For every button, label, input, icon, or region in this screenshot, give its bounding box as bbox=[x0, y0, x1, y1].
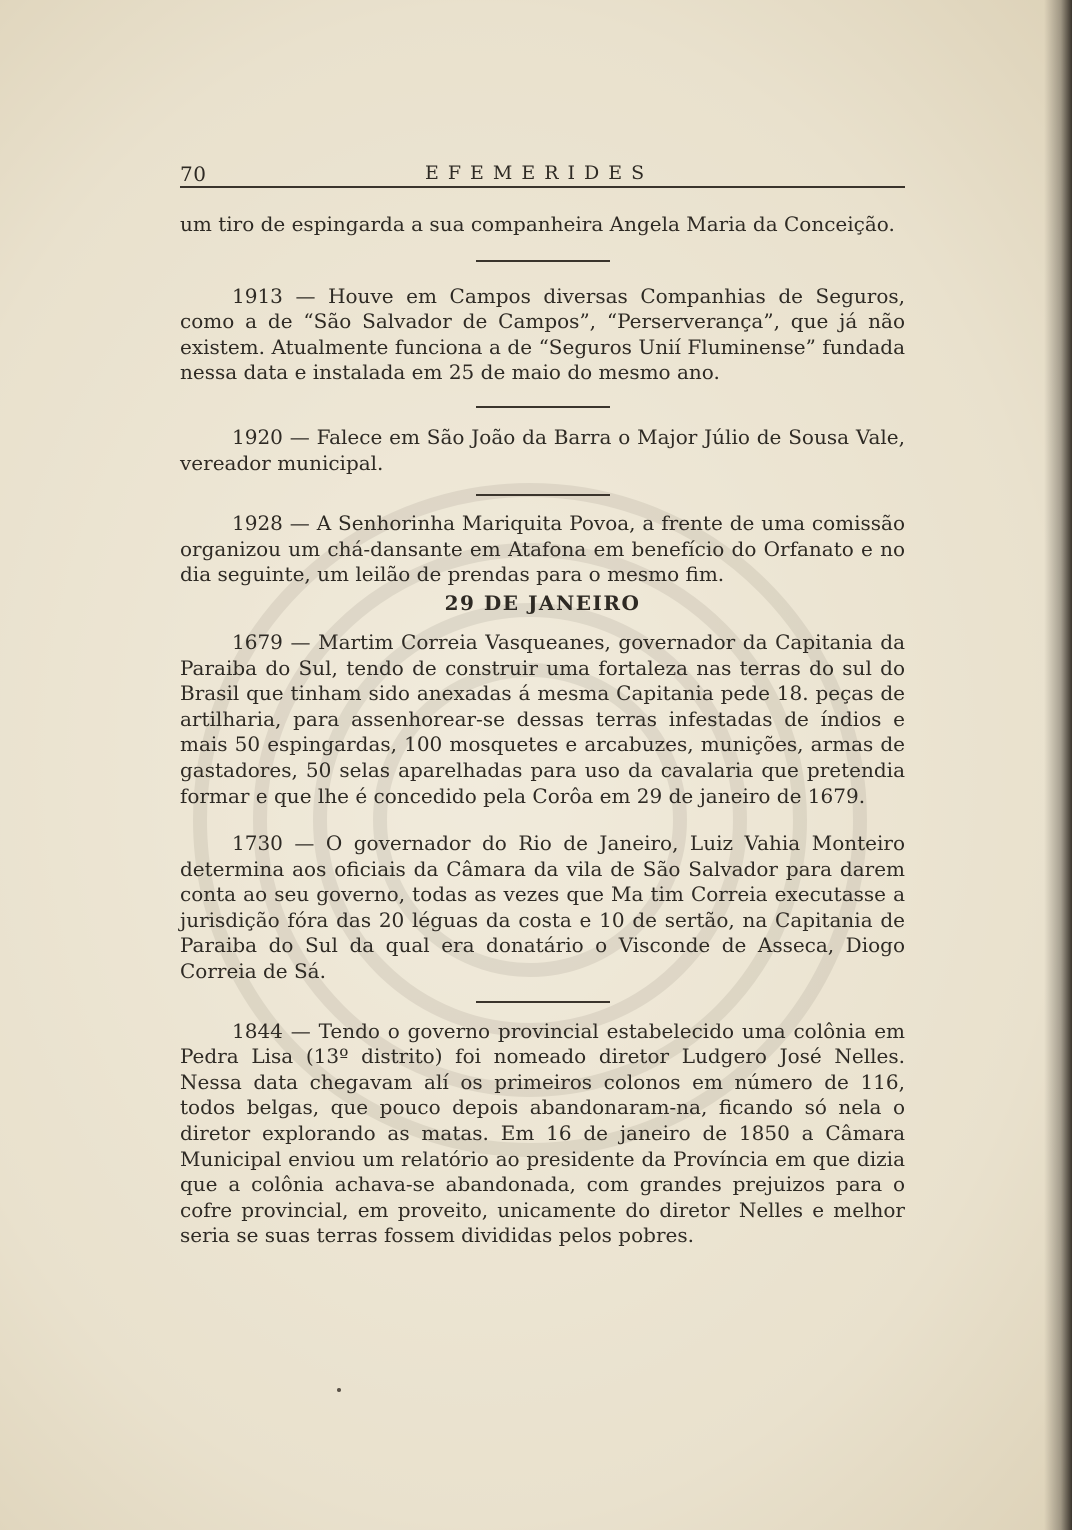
section-heading: 29 DE JANEIRO bbox=[444, 590, 641, 615]
entry-1928: 1928 — A Senhorinha Mariquita Povoa, a frente de uma comissão organizou um chá-dansante em Atafona em benefício do Orfanato e no dia seguinte, um leilão de prendas para o mesmo fim. bbox=[180, 511, 905, 587]
header-rule bbox=[180, 186, 905, 188]
page-number: 70 bbox=[180, 162, 207, 186]
paragraph-continuation: um tiro de espingarda a sua companheira Angela Maria da Conceição. bbox=[180, 212, 895, 236]
page-edge-shadow bbox=[1044, 0, 1072, 1530]
entry-1920: 1920 — Falece em São João da Barra o Major Júlio de Sousa Vale, vereador municipal. bbox=[180, 424, 905, 475]
divider bbox=[476, 260, 610, 262]
entry-1844: 1844 — Tendo o governo provincial estabelecido uma colônia em Pedra Lisa (13º distrito) foi nomeado diretor Ludgero José Nelles. Nessa data chegavam alí os primeiros colonos em número de 116, todos belgas, que pouco depois abandonaram-na, ficando só nela o diretor explorando as matas. Em 16 de janeiro de 1850 a Câmara Municipal enviou um relatório ao presidente da Província em que dizia que a colônia achava-se abandonada, com grandes prejuizos para o cofre provincial, em proveito, unicamente do diretor Nelles e melhor seria se suas terras fossem divididas pelos pobres. bbox=[180, 1018, 905, 1248]
page-header bbox=[180, 160, 905, 190]
entry-1730: 1730 — O governador do Rio de Janeiro, Luiz Vahia Monteiro determina aos oficiais da Câmara da vila de São Salvador para darem conta ao seu governo, todas as vezes que Ma tim Correia executasse a jurisdição fóra das 20 léguas da costa e 10 de sertão, na Capitania de Paraiba do Sul da qual era donatário o Visconde de Asseca, Diogo Correia de Sá. bbox=[180, 831, 905, 984]
page-body bbox=[180, 212, 905, 1249]
entry-1913: 1913 — Houve em Campos diversas Companhias de Seguros, como a de “São Salvador de Campos”, “Perserverança”, que já não existem. Atualmente funciona a de “Seguros Unií Fluminense” fundada nessa data e instalada em 25 de maio do mesmo ano. bbox=[180, 283, 905, 385]
divider bbox=[476, 494, 610, 496]
paper-speck bbox=[337, 1388, 341, 1392]
entry-1679: 1679 — Martim Correia Vasqueanes, governador da Capitania da Paraiba do Sul, tendo de construir uma fortaleza nas terras do sul do Brasil que tinham sido anexadas á mesma Capitania pede 18. peças de artilharia, para assenhorear-se dessas terras infestadas de índios e mais 50 espingardas, 100 mosquetes e arcabuzes, munições, armas de gastadores, 50 selas aparelhadas para uso da cavalaria que pretendia formar e que lhe é concedido pela Corôa em 29 de janeiro de 1679. bbox=[180, 629, 905, 808]
divider bbox=[476, 1001, 610, 1003]
running-title: EFEMERIDES bbox=[425, 162, 654, 184]
divider bbox=[476, 406, 610, 408]
